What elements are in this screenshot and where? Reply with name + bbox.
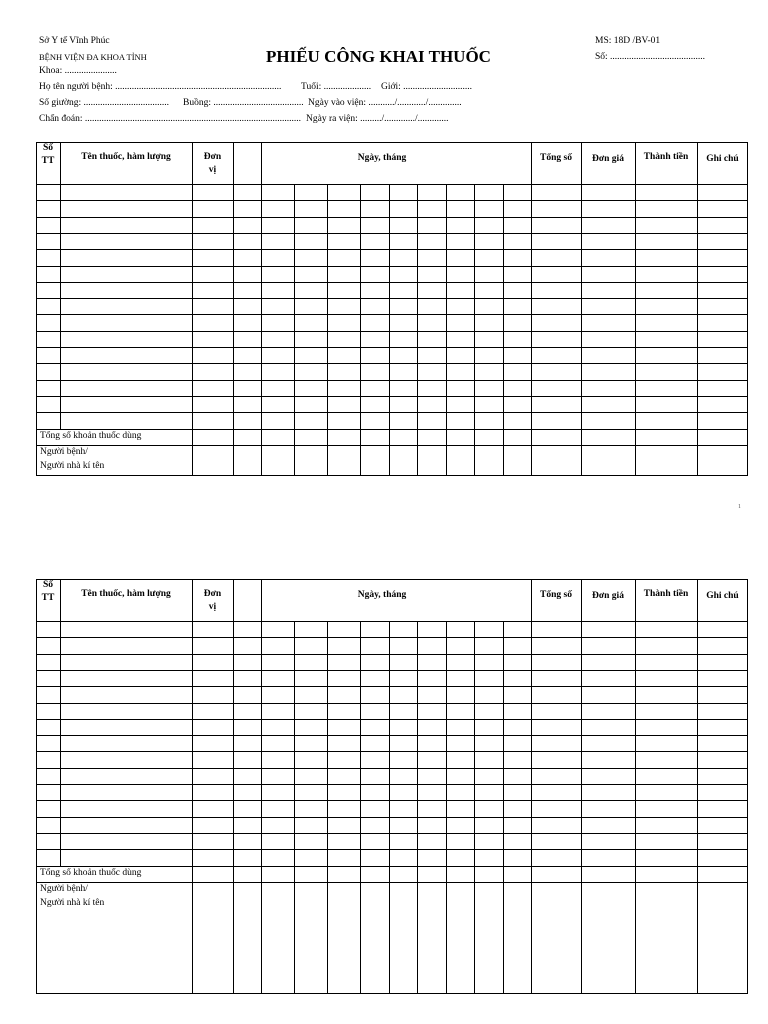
table-rule [294, 621, 295, 993]
table-rule [36, 380, 748, 381]
table-rule [36, 200, 748, 201]
header-unit-price: Đơn giá [592, 591, 624, 601]
table-rule [36, 579, 748, 580]
table-rule [36, 142, 37, 475]
table-rule [36, 579, 37, 993]
header-total: Tổng số [540, 590, 572, 600]
bed-field: Số giường: .................................... [39, 98, 169, 108]
department-of-health: Sở Y tế Vĩnh Phúc [39, 36, 110, 46]
table-rule [747, 579, 748, 993]
table-rule [446, 621, 447, 993]
table-rule [531, 142, 532, 475]
table-rule [531, 579, 532, 993]
table-rule [261, 579, 262, 993]
table-rule [417, 621, 418, 993]
table-rule [36, 331, 748, 332]
table-rule [360, 621, 361, 993]
table-rule [36, 866, 748, 867]
table-rule [36, 849, 748, 850]
table-rule [581, 579, 582, 993]
table-rule [36, 817, 748, 818]
table-rule [36, 784, 748, 785]
admission-date-field: Ngày vào viện: .........../............/.............. [308, 98, 462, 108]
total-items-label: Tổng số khoản thuốc dùng [40, 430, 142, 441]
hospital-name: BỆNH VIỆN ĐA KHOA TỈNH [39, 52, 147, 62]
table-rule [36, 233, 748, 234]
table-rule [261, 142, 262, 475]
table-rule [36, 412, 748, 413]
ward-field: Khoa: ...................... [39, 66, 117, 76]
header-date: Ngày, tháng [357, 153, 407, 163]
table-rule [389, 621, 390, 993]
table-rule [36, 347, 748, 348]
table-rule [36, 833, 748, 834]
table-rule [192, 142, 193, 475]
table-rule [36, 882, 748, 883]
table-rule [233, 579, 234, 993]
signature-label: Người nhà kí tên [40, 897, 105, 908]
table-rule [697, 142, 698, 475]
table-rule [36, 621, 748, 622]
table-rule [36, 184, 748, 185]
header-stt: Số TT [41, 580, 55, 603]
diagnosis-field: Chẩn đoán: ........................................................................................... [39, 114, 302, 124]
table-rule [503, 621, 504, 993]
patient-name-field: Họ tên người bệnh: ...................................................................... [39, 82, 282, 92]
table-rule [697, 579, 698, 993]
table-rule [36, 445, 748, 446]
table-rule [474, 184, 475, 475]
table-rule [36, 314, 748, 315]
header-unit: Đơn vị [203, 152, 222, 175]
table-rule [446, 184, 447, 475]
table-rule [581, 142, 582, 475]
header-medicine: Tên thuốc, hàm lượng [81, 589, 171, 599]
header-unit-price: Đơn giá [592, 154, 624, 164]
header-total: Tổng số [540, 153, 572, 163]
page-number: 1 [738, 504, 741, 510]
age-field: Tuổi: .................... [301, 82, 372, 92]
table-rule [36, 719, 748, 720]
table-rule [36, 800, 748, 801]
signature-label: Người bệnh/ [40, 883, 88, 894]
table-rule [36, 686, 748, 687]
header-unit: Đơn vị [203, 589, 222, 612]
medicine-table [36, 579, 748, 993]
header-note: Ghi chú [706, 591, 739, 601]
signature-label: Người bệnh/ [40, 446, 88, 457]
table-rule [36, 282, 748, 283]
table-rule [36, 654, 748, 655]
table-rule [747, 142, 748, 475]
table-rule [417, 184, 418, 475]
medicine-table [36, 142, 748, 475]
table-rule [192, 579, 193, 993]
table-rule [389, 184, 390, 475]
table-rule [36, 217, 748, 218]
table-rule [233, 142, 234, 475]
table-rule [60, 579, 61, 866]
table-rule [36, 735, 748, 736]
table-rule [635, 142, 636, 475]
form-title: PHIẾU CÔNG KHAI THUỐC [266, 47, 491, 66]
table-rule [36, 751, 748, 752]
table-rule [635, 579, 636, 993]
gender-field: Giới: ............................. [381, 82, 473, 92]
header-stt: Số TT [41, 143, 55, 166]
table-rule [36, 249, 748, 250]
form-number-field: Số: ........................................ [595, 52, 706, 62]
total-items-label: Tổng số khoản thuốc dùng [40, 867, 142, 878]
table-rule [36, 266, 748, 267]
table-rule [327, 184, 328, 475]
table-rule [36, 475, 748, 476]
table-rule [36, 298, 748, 299]
table-rule [36, 703, 748, 704]
table-rule [36, 396, 748, 397]
header-note: Ghi chú [706, 154, 739, 164]
table-rule [327, 621, 328, 993]
header-date: Ngày, tháng [357, 590, 407, 600]
table-rule [36, 429, 748, 430]
header-amount: Thành tiền [643, 152, 689, 162]
table-rule [36, 768, 748, 769]
discharge-date-field: Ngày ra viện: ........./............./............. [306, 114, 449, 124]
signature-label: Người nhà kí tên [40, 460, 105, 471]
table-rule [503, 184, 504, 475]
table-rule [36, 142, 748, 143]
table-rule [36, 637, 748, 638]
table-rule [474, 621, 475, 993]
table-rule [36, 363, 748, 364]
table-rule [294, 184, 295, 475]
table-rule [360, 184, 361, 475]
table-rule [60, 142, 61, 429]
table-rule [36, 993, 748, 994]
header-medicine: Tên thuốc, hàm lượng [81, 152, 171, 162]
room-field: Buồng: ...................................... [183, 98, 304, 108]
form-code: MS: 18D /BV-01 [595, 36, 661, 46]
header-amount: Thành tiền [643, 589, 689, 599]
table-rule [36, 670, 748, 671]
